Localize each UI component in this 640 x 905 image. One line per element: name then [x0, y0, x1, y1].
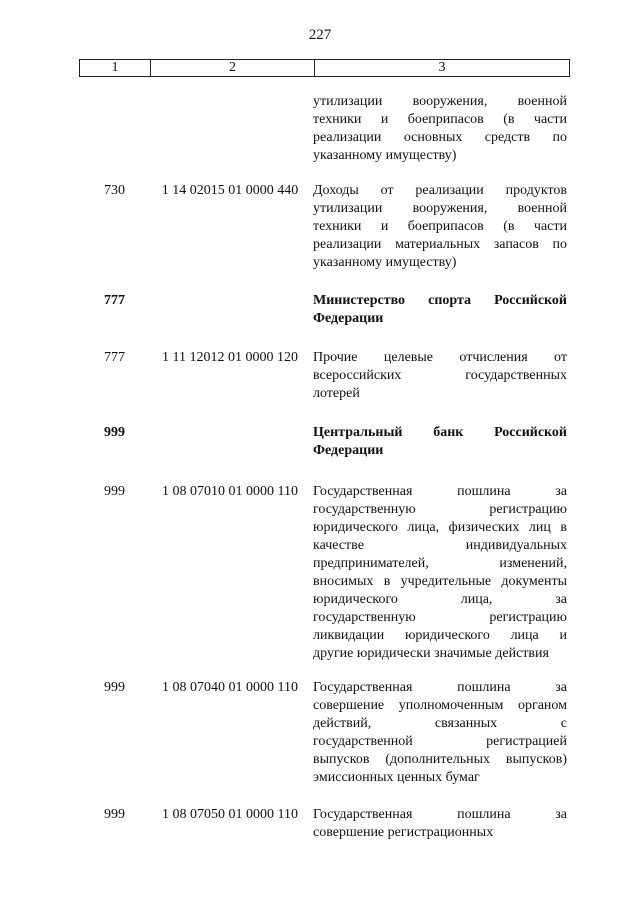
row-kbk: 1 11 12012 01 0000 120 — [162, 350, 298, 365]
row-name-line: Федерации — [313, 443, 384, 458]
row-name — [313, 424, 567, 460]
row-name-line: Центральный банк Российской — [313, 425, 567, 440]
header-col-1: 1 — [80, 60, 151, 76]
row-name-line: юридического лица, физических лиц в — [313, 520, 567, 535]
row-name — [313, 806, 567, 842]
row-name-line: лотерей — [313, 386, 360, 401]
page-number: 227 — [308, 27, 332, 43]
row-kbk: 1 08 07040 01 0000 110 — [162, 680, 298, 695]
row-name-line: утилизации вооружения, военной — [313, 201, 567, 216]
row-name — [313, 483, 567, 663]
row-code: 999 — [104, 425, 125, 440]
row-name-line: государственную регистрацию — [313, 502, 567, 517]
row-code: 999 — [104, 484, 125, 499]
row-code: 999 — [104, 807, 125, 822]
row-name-line: утилизации вооружения, военной — [313, 94, 567, 109]
row-name-line: Государственная пошлина за — [313, 807, 567, 822]
row-name-line: реализации материальных запасов по — [313, 237, 567, 252]
row-code: 777 — [104, 350, 125, 365]
row-kbk: 1 14 02015 01 0000 440 — [161, 183, 299, 198]
row-name-line: техники и боеприпасов (в части — [313, 112, 567, 127]
row-name-line: указанному имуществу) — [313, 255, 457, 270]
row-name-line: указанному имуществу) — [313, 148, 457, 163]
row-name-line: Доходы от реализации продуктов — [313, 183, 567, 198]
row-code: 999 — [104, 680, 125, 695]
row-name-line: государственной регистрацией — [313, 734, 567, 749]
row-name-line: Прочие целевые отчисления от — [313, 350, 567, 365]
row-kbk: 1 08 07050 01 0000 110 — [162, 807, 298, 822]
row-name-line: Государственная пошлина за — [313, 680, 567, 695]
row-name — [313, 182, 567, 272]
row-kbk: 1 08 07010 01 0000 110 — [162, 484, 298, 499]
row-name — [313, 679, 567, 787]
row-name-line: предпринимателей, изменений, — [313, 556, 567, 571]
row-name-line: реализации основных средств по — [313, 130, 567, 145]
row-name-line: другие юридически значимые действия — [313, 646, 549, 661]
header-col-2: 2 — [151, 60, 315, 76]
header-col-3: 3 — [438, 60, 446, 75]
row-name-line: ликвидации юридического лица и — [313, 628, 567, 643]
row-name-line: государственную регистрацию — [313, 610, 567, 625]
row-name — [313, 292, 567, 328]
table-header — [79, 59, 570, 77]
row-name-line: Министерство спорта Российской — [313, 293, 567, 308]
row-name-line: Государственная пошлина за — [313, 484, 567, 499]
row-name-line: качестве индивидуальных — [313, 538, 567, 553]
row-name — [313, 349, 567, 403]
row-name-line: Федерации — [313, 311, 384, 326]
row-name-line: выпусков (дополнительных выпусков) — [313, 752, 567, 767]
row-code: 777 — [104, 293, 125, 308]
row-code: 730 — [104, 183, 125, 198]
row-name-line: техники и боеприпасов (в части — [313, 219, 567, 234]
row-name-line: совершение уполномоченным органом — [313, 698, 567, 713]
row-name-line: эмиссионных ценных бумаг — [313, 770, 480, 785]
row-name-line: действий, связанных с — [313, 716, 567, 731]
row-name — [313, 93, 567, 165]
row-name-line: юридического лица, за — [313, 592, 567, 607]
row-name-line: вносимых в учредительные документы — [313, 574, 567, 589]
row-name-line: совершение регистрационных — [313, 825, 494, 840]
row-name-line: всероссийских государственных — [313, 368, 567, 383]
